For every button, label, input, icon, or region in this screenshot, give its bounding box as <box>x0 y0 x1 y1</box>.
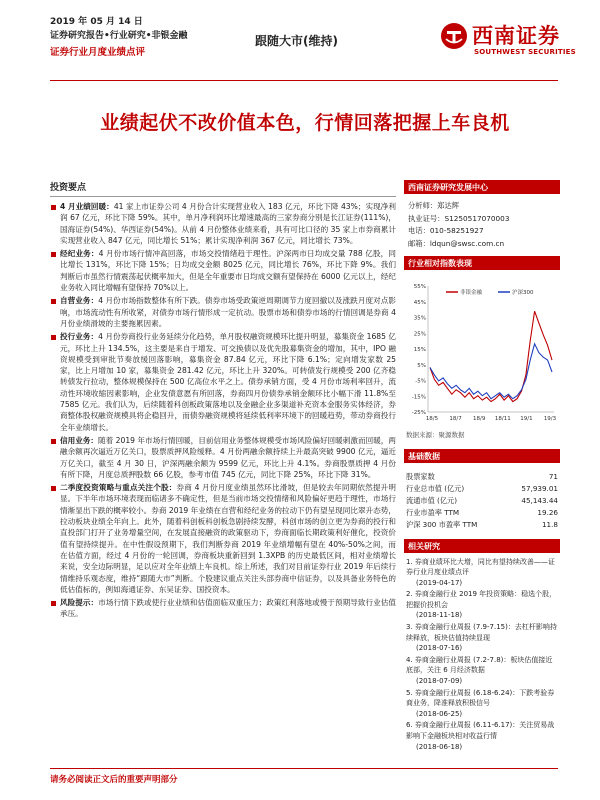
report-date: 2019 年 05 月 14 日 <box>50 17 143 27</box>
report-title: 业绩起伏不改价值本色，行情回落把握上车良机 <box>100 112 510 134</box>
table-row: 行业总市值 (亿元) 57,939.01 <box>406 484 558 493</box>
related-reports <box>404 553 560 753</box>
x-tick-label: 19/3 <box>543 416 557 422</box>
x-tick-label: 18/9 <box>473 416 486 422</box>
analyst-name: 分析师：郑达辉 <box>408 201 460 210</box>
chart-svg <box>404 278 560 428</box>
y-tick-label: -5% <box>415 378 426 385</box>
y-tick-label: 35% <box>413 315 426 322</box>
y-tick-label: 45% <box>413 299 426 306</box>
analyst-phone: 电话：010-58251927 <box>408 226 484 235</box>
report-header <box>50 14 576 84</box>
sidebar <box>404 180 560 753</box>
series-line-1 <box>430 311 552 401</box>
analyst-license: 执业证号：S1250517070003 <box>408 213 510 223</box>
summary-bullet: 二季度投资策略与重点关注个股：券商 4 月份月度业绩虽然环比滑坡，但是较去年同期依然提升明显。下半年市场环境表现而临诸多不确定性，但是当前市场交投情绪和风险偏好更趋于理性，市场行情渐显出下跌的概率较小。券商 2019 年业绩在自营和经纪业务的拉动下仍有望呈现同比翠升态势，拉动板块业绩全年向上。此外，随着科创板科创板急剧持续发酵，科创市场的创立更为券商的投行和直投部门打开了业务增量空间，在发展直接融资的政策驱动下，券商面临长期政策利好催化，投资价值有望持续提升。在中性假设预期下，我们判断券商 2019 年业绩增幅有望在 40%-50%之间，而在估值方面，经过 4 月份的一轮回调，券商板块重新回到 1.3XPB 的历史最低区间，相对业绩增长来说，安全边际明显，足以应对全年业绩上车良机。综上所述，我们对目前证券行业 2019 年后续行情维持乐观态度，维持“跟随大市”判断。个股建议重点关注头部券商中信证券，以及具备业务特色的低估值标的，例如海通证券、东吴证券、国投资本。 <box>50 482 396 595</box>
summary-heading: 投资要点 <box>50 180 396 197</box>
table-row: 股票家数 71 <box>406 472 558 481</box>
analyst-email[interactable]: 邮箱：ldqun@swsc.com.cn <box>408 238 505 248</box>
report-type: 证券行业月度业绩点评 <box>50 47 146 58</box>
chart-heading: 行业相对指数表现 <box>404 256 560 270</box>
footer-divider <box>50 768 558 769</box>
header-divider <box>50 80 558 81</box>
x-tick-label: 18/11 <box>494 416 511 422</box>
summary-bullet: 经纪业务：4 月份市场行情冲高回落，市场交投情绪趋于理性。沪深两市日均成交量 788 亿股，同比增长 131%，环比下降 15%；日均成交金额 8025 亿元，同比增长 76%，环比下降 9%。我们判断后市虽然行情震荡起伏概率加大，但是全年重要市日均成交额有望保持在 6000 亿元以上，经纪业务收入同比增幅有望保持 70%以上。 <box>50 248 396 293</box>
company-logo <box>440 18 590 62</box>
summary-bullet: 信用业务：随着 2019 年市场行情回暖，目前信用业务整体规模受市场风险偏好回暖刺激而回暖，两融余额再次逼近万亿关口，股票质押风险缓释。4 月份两融余额持续上升最高突破 9900 亿元，逼近万亿关口，截至 4 月 30 日，沪深两融余额为 9599 亿元，环比上升 4.1%。券商股票质押 4 月份有所下降，月度总质押股数 66 亿股，参考市值 745 亿元，同比下降 25%，环比下降 31%。 <box>50 435 396 480</box>
metrics-heading: 基础数据 <box>404 449 560 463</box>
y-tick-label: 15% <box>413 347 426 353</box>
y-tick-label: 55% <box>413 284 426 290</box>
summary-bullet: 投行业务：4 月份券商投行业务延续分化趋势，单月股权融资规模环比提升明显，募集资金 1685 亿元，环比上升 134.5%，这主要是来自于增发、可交换债以及优先股募集资金的增加，其中，IPO 融资规模受到审批节奏放缓回落影响，募集资金 87.84 亿元，环比下降 6.1%；定向增发家数 25 家，比上月增加 10 家，募集资金 281.42 亿元，环比上升 320%。可转债发行规模受 200 亿齐稳转债发行拉动，整体规模保持在 500 亿高位水平之上。债券承销方面，受 4 月份市场利率回升，流动性环境收缩因素影响，企业发债意愿有所回落，券商四月份债券承销金额环比小幅下滑 11.8%至 7585 亿元。我们认为，后续随着科创板政策落地以及金融企业多渠道补充资本金服务实体经济，券商整体股权融资规模具将企稳回升，而债券融资规模将延续低利率环境下的回暖趋势，带动券商投行全年业绩增长。 <box>50 331 396 433</box>
chart-source: 数据来源：聚源数据 <box>406 431 465 439</box>
logo-mark-icon <box>440 22 468 50</box>
legend-label: 沪深300 <box>512 290 534 296</box>
list-item[interactable]: 5. 券商金融行业周报 (6.18-6.24)：下跌考验券商业务，降准释放积极信号 (2018-06-25) <box>406 688 555 718</box>
list-item[interactable]: 1. 券商业绩环比大增，同比有望持续改善——证券行业月度业绩点评 (2019-04-17) <box>406 557 555 587</box>
y-tick-label: 25% <box>413 331 426 338</box>
logo-text-cn: 西南证券 <box>472 24 560 48</box>
summary-bullet: 4 月业绩回暖：41 家上市证券公司 4 月份合计实现营业收入 183 亿元，环比下降 43%；实现净利润 67 亿元，环比下降 59%。其中，单月净利润环比增速最高的三家券商分别是长江证券(111%)，国海证券(54%)、华西证券(54%)。从前 4 月份整体业绩来看，具有可比口径的 35 家上市券商累计实现营业收入 847 亿元，同比增长 51%；累计实现净利润 367 亿元，同比增长 73%。 <box>50 201 396 246</box>
legend-label: 非银金融 <box>460 290 483 296</box>
logo-text-en: SOUTHWEST SECURITIES <box>474 48 576 56</box>
x-tick-label: 18/7 <box>449 416 462 422</box>
summary-bullet: 自营业务：4 月份市场指数整体有所下跌。债券市场受政策逆周期调节力度回撤以及涨跌月度对点影响，市场流动性有所收紧，对债券市场行情形成一定抗动。股票市场和债券市场的行情回调是券商 4 月份业绩滑坡的主要拖累因素。 <box>50 295 396 329</box>
footer-disclaimer: 请务必阅读正文后的重要声明部分 <box>50 775 178 785</box>
table-row: 沪深 300 市盈率 TTM 11.8 <box>406 520 558 529</box>
analyst-heading: 西南证券研究发展中心 <box>404 180 560 194</box>
list-item[interactable]: 3. 券商金融行业周报 (7.9-7.15)：去杠杆影响持续释放，板块估值持续显现 (2018-07-16) <box>406 623 557 653</box>
y-tick-label: -25% <box>411 410 426 416</box>
series-line-2 <box>430 344 552 399</box>
x-tick-label: 19/1 <box>520 416 533 422</box>
relative-index-chart <box>404 278 560 428</box>
y-tick-label: -15% <box>411 394 426 401</box>
reports-heading: 相关研究 <box>404 539 560 553</box>
investment-summary <box>50 180 396 622</box>
table-row: 流通市值 (亿元) 45,143.44 <box>406 496 558 505</box>
y-tick-label: 5% <box>417 362 426 369</box>
metrics-table <box>404 467 560 531</box>
report-category: 证券研究报告•行业研究•非银金融 <box>50 31 188 41</box>
list-item[interactable]: 4. 券商金融行业周报 (7.2-7.8)：板块估值接近底部，关注 6 月经济数据 (2018-07-09) <box>406 655 553 686</box>
table-row: 行业市盈率 TTM 19.26 <box>406 508 558 517</box>
list-item[interactable]: 6. 券商金融行业周报 (6.11-6.17)：关注贸易战影响下金融板块相对收益行情 (2018-06-18) <box>406 721 555 751</box>
analyst-info <box>404 194 560 256</box>
industry-rating: 跟随大市(维持) <box>255 34 338 48</box>
list-item[interactable]: 2. 券商金融行业 2019 年投资策略：稳选个股，把握价投机会 (2018-11-18) <box>406 590 557 620</box>
summary-bullets <box>50 201 396 620</box>
x-tick-label: 18/5 <box>425 416 439 422</box>
summary-bullet: 风险提示：市场行情下跌或使行业业绩和估值面临双重压力；政策红利落地或慢于预期导致行业估值承压。 <box>50 597 396 620</box>
